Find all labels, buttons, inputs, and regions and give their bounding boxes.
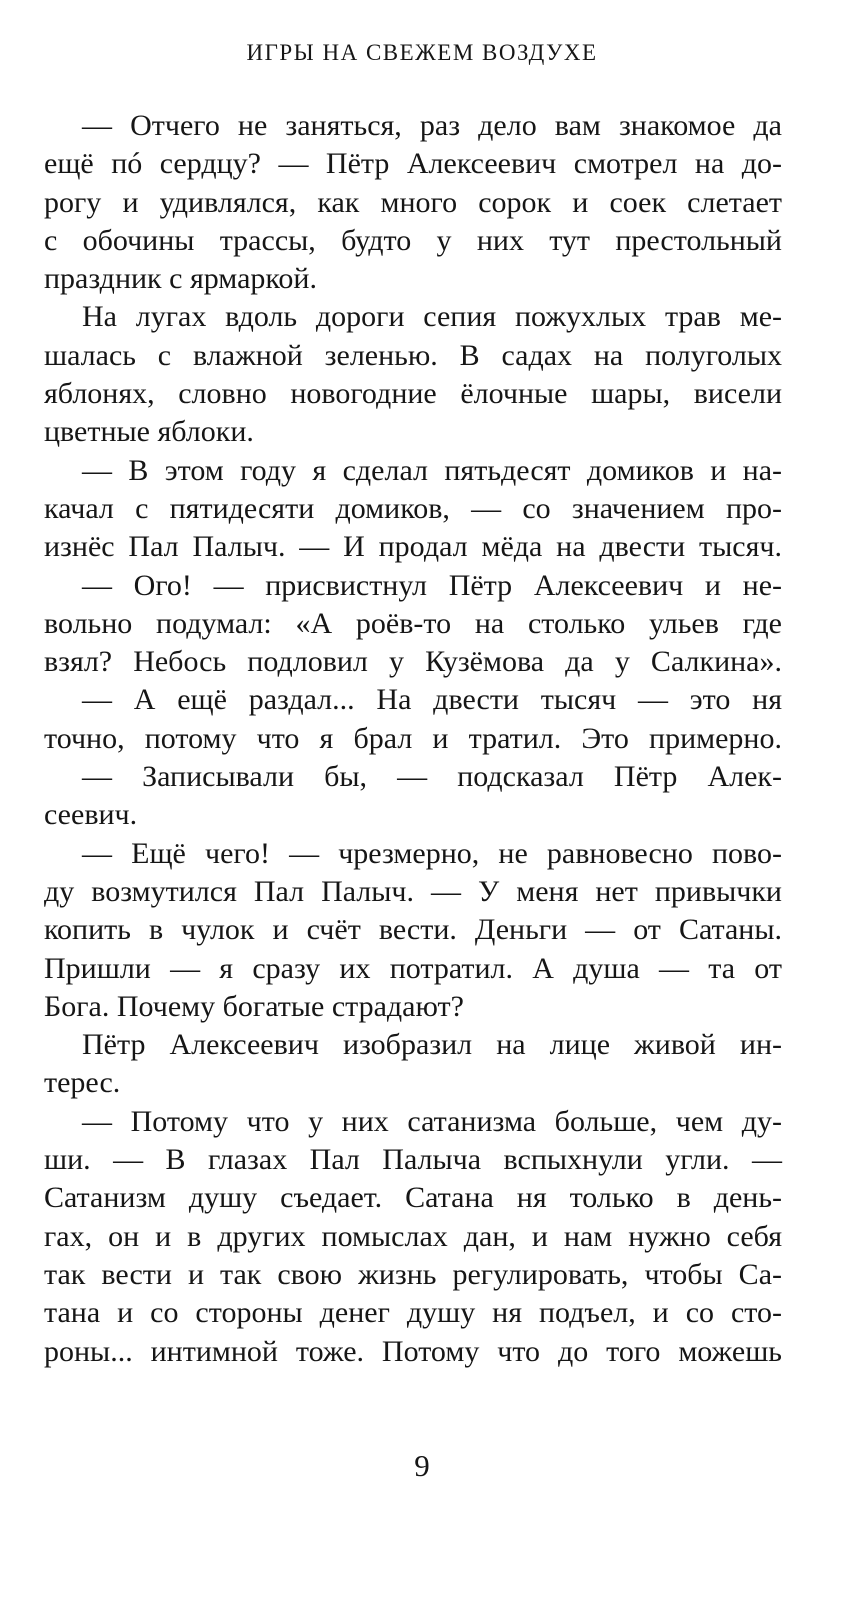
text-line: роны... интимной тоже. Потому что до того можешь xyxy=(44,1334,782,1368)
text-line: сеевич. xyxy=(44,798,138,832)
text-line: копить в чулок и счёт вести. Деньги — от Сатаны. xyxy=(44,913,782,947)
body-text xyxy=(44,107,782,1371)
text-line: рогу и удивлялся, как много сорок и соек слетает xyxy=(44,185,782,219)
text-line: — В этом году я сделал пятьдесят домиков и на- xyxy=(82,453,782,487)
text-line: так вести и так свою жизнь регулировать, чтобы Са- xyxy=(44,1257,782,1291)
page-number: 9 xyxy=(414,1448,430,1483)
text-line: гах, он и в других помыслах дан, и нам нужно себя xyxy=(44,1219,782,1253)
text-line: качал с пятидесяти домиков, — со значением про- xyxy=(44,491,782,525)
text-line: взял? Небось подловил у Кузёмова да у Салкина». xyxy=(44,645,782,679)
text-line: — Потому что у них сатанизма больше, чем ду- xyxy=(82,1104,782,1138)
text-line: На лугах вдоль дороги сепия пожухлых трав ме- xyxy=(82,300,782,334)
text-line: ещё пó сердцу? — Пётр Алексеевич смотрел на до- xyxy=(44,147,782,181)
running-head: ИГРЫ НА СВЕЖЕМ ВОЗДУХЕ xyxy=(246,40,598,65)
text-line: Бога. Почему богатые страдают? xyxy=(44,989,464,1023)
text-line: точно, потому что я брал и тратил. Это примерно. xyxy=(44,721,782,755)
text-line: Пётр Алексеевич изобразил на лице живой ин- xyxy=(82,1028,782,1062)
text-line: цветные яблоки. xyxy=(44,415,254,449)
text-line: Сатанизм душу съедает. Сатана ня только в день- xyxy=(44,1181,782,1215)
text-line: изнёс Пал Палыч. — И продал мёда на двести тысяч. xyxy=(44,530,782,564)
text-line: — Записывали бы, — подсказал Пётр Алек- xyxy=(82,760,782,794)
text-line: — Отчего не заняться, раз дело вам знакомое да xyxy=(82,109,782,142)
text-line: — Ого! — присвистнул Пётр Алексеевич и не- xyxy=(82,568,782,602)
text-line: — Ещё чего! — чрезмерно, не равновесно пово- xyxy=(82,836,782,870)
text-line: — А ещё раздал... На двести тысяч — это ня xyxy=(82,683,782,717)
text-line: терес. xyxy=(44,1066,121,1100)
text-line: праздник с ярмаркой. xyxy=(44,262,317,296)
text-line: вольно подумал: «А роёв-то на столько ульев где xyxy=(44,606,782,640)
text-line: с обочины трассы, будто у них тут престольный xyxy=(44,223,782,257)
text-line: тана и со стороны денег душу ня подъел, и со сто- xyxy=(44,1296,782,1330)
text-line: Пришли — я сразу их потратил. А душа — та от xyxy=(44,951,782,985)
text-line: шалась с влажной зеленью. В садах на полуголых xyxy=(44,338,782,372)
text-line: ши. — В глазах Пал Палыча вспыхнули угли. — xyxy=(44,1143,782,1177)
text-line: ду возмутился Пал Палыч. — У меня нет привычки xyxy=(44,874,782,908)
text-line: яблонях, словно новогодние ёлочные шары, висели xyxy=(44,377,782,411)
